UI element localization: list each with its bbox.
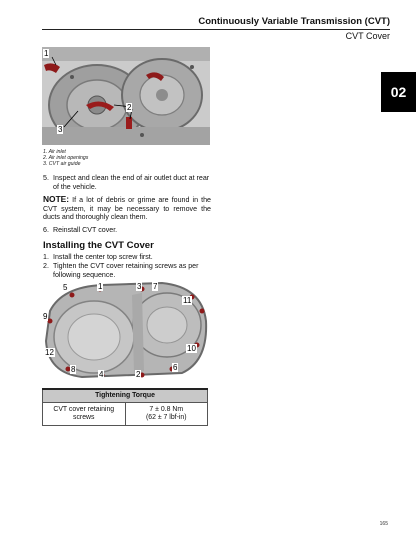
section-heading: Installing the CVT Cover — [43, 240, 154, 251]
note-text: If a lot of debris or grime are found in the CVT system, it may be necessary to remove the ducts and thoroughly clean them. — [43, 196, 211, 222]
callout-12: 12 — [45, 348, 54, 357]
callout-3: 3 — [58, 125, 63, 134]
figure-cvt-cover-sequence — [42, 281, 210, 380]
header-subtitle: CVT Cover — [345, 31, 390, 41]
legend-item: 1. Air inlet — [43, 149, 66, 155]
callout-5: 5 — [63, 283, 68, 292]
step-text: Reinstall CVT cover. — [53, 226, 118, 234]
callout-10: 10 — [187, 344, 196, 353]
step-text: Inspect and clean the end of air outlet duct at rear of the vehicle. — [53, 174, 210, 191]
step-number: 2. — [43, 262, 49, 270]
figure-air-inlet — [42, 47, 210, 145]
torque-table-header-row — [43, 389, 208, 403]
step-5 — [43, 174, 211, 191]
air-inlet-illustration — [42, 47, 210, 145]
install-step-2 — [43, 262, 211, 279]
callout-6: 6 — [173, 363, 178, 372]
callout-2: 2 — [136, 370, 141, 379]
header-title: Continuously Variable Transmission (CVT) — [198, 16, 390, 27]
callout-7: 7 — [153, 282, 158, 291]
table-row — [43, 403, 208, 426]
callout-8: 8 — [71, 365, 76, 374]
chapter-tab: 02 — [381, 72, 416, 112]
step-number: 5. — [43, 174, 49, 182]
callout-9: 9 — [43, 312, 48, 321]
note-block — [43, 195, 211, 222]
callout-1: 1 — [44, 49, 49, 58]
torque-item: CVT cover retaining screws — [43, 403, 126, 426]
torque-table — [42, 388, 208, 426]
callout-3: 3 — [137, 282, 142, 291]
torque-value-imperial: (62 ± 7 lbf-in) — [145, 414, 187, 421]
callout-4: 4 — [99, 370, 104, 379]
legend-item: 2. Air inlet openings — [43, 155, 89, 162]
step-number: 6. — [43, 226, 49, 234]
step-6 — [43, 226, 211, 235]
figure-legend — [43, 149, 88, 168]
install-step-1 — [43, 253, 211, 262]
step-text: Install the center top screw first. — [53, 253, 153, 261]
step-number: 1. — [43, 253, 49, 261]
header-rule — [42, 29, 390, 30]
legend-item: 3. CVT air guide — [43, 161, 81, 168]
torque-table-header: Tightening Torque — [43, 389, 208, 403]
callout-11: 11 — [183, 296, 192, 305]
note-label: NOTE: — [43, 194, 70, 204]
callout-2: 2 — [127, 103, 132, 112]
callout-1: 1 — [98, 282, 103, 291]
torque-value — [125, 403, 208, 426]
step-text: Tighten the CVT cover retaining screws as per following sequence. — [53, 262, 199, 279]
page-number: 165 — [379, 521, 388, 527]
torque-value-metric: 7 ± 0.8 Nm — [149, 406, 184, 413]
